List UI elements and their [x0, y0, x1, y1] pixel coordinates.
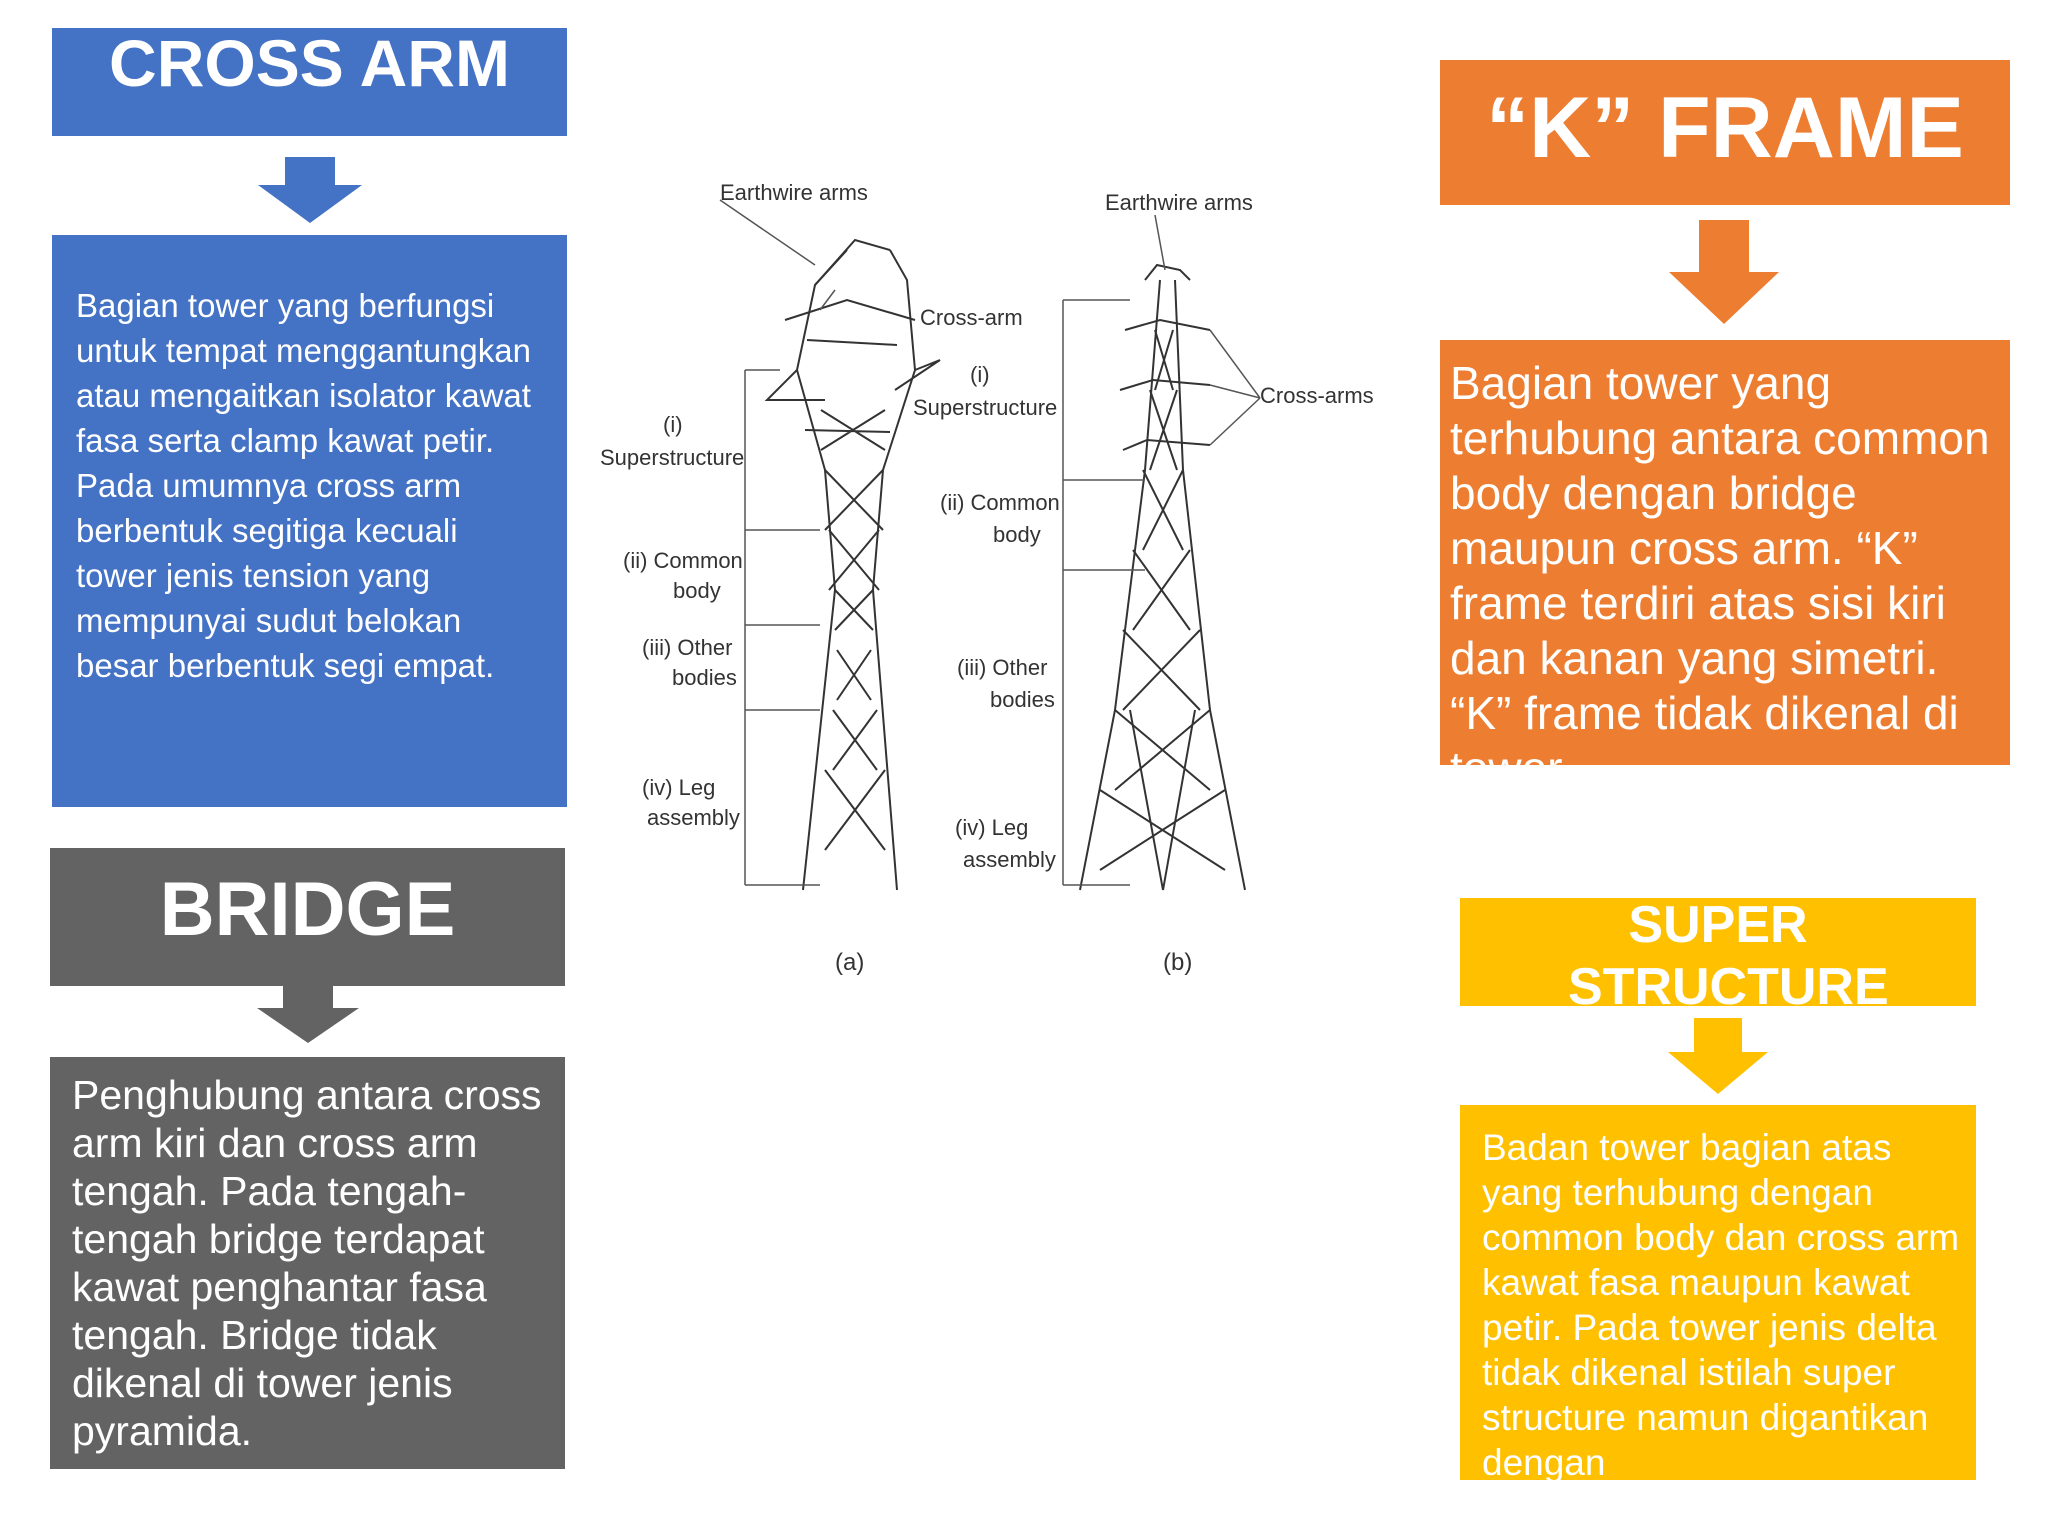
tower-b-leg-label-1: (iv) Leg	[955, 815, 1029, 840]
tower-a	[767, 240, 940, 890]
tower-b-superstructure-num: (i)	[970, 362, 990, 387]
tower-a-superstructure-label: Superstructure	[600, 445, 745, 470]
tower-b-leg-label-2: assembly	[963, 847, 1056, 872]
cross-arm-description: Bagian tower yang berfungsi untuk tempat menggantungkan atau mengaitkan isolator kawat fasa serta clamp kawat petir. Pada umumnya cross arm berbentuk segitiga kecuali tower jenis tension yang mempunyai sudut belokan besar berbentuk segi empat.	[76, 287, 531, 684]
k-frame-title: “K” FRAME	[1486, 80, 1964, 176]
tower-a-superstructure-num: (i)	[663, 412, 683, 437]
tower-b-cross-arms-label: Cross-arms	[1260, 383, 1374, 408]
tower-a-common-body-label-1: (ii) Common	[623, 548, 743, 573]
cross-arm-title-box	[52, 28, 567, 136]
tower-a-caption: (a)	[835, 949, 865, 976]
tower-b-other-bodies-label-1: (iii) Other	[957, 655, 1048, 680]
tower-b-other-bodies-label-2: bodies	[990, 687, 1055, 712]
tower-a-leg-label-2: assembly	[647, 805, 740, 830]
tower-b	[1080, 265, 1245, 890]
cross-arm-description-box	[52, 235, 567, 807]
bridge-description: Penghubung antara cross arm kiri dan cross arm tengah. Pada tengah-tengah bridge terdapat kawat penghantar fasa tengah. Bridge tidak dikenal di tower jenis pyramida.	[72, 1072, 542, 1454]
k-frame-down-arrow	[1669, 220, 1779, 324]
super-structure-title: SUPER STRUCTURE	[1568, 896, 1889, 1016]
transmission-tower-figure	[585, 170, 1385, 990]
super-structure-description: Badan tower bagian atas yang terhubung dengan common body dan cross arm kawat fasa maupun kawat petir. Pada tower jenis delta tidak dikenal istilah super structure namun digantikan dengan	[1482, 1127, 1960, 1483]
super-structure-down-arrow	[1668, 1018, 1768, 1094]
tower-a-common-body-label-2: body	[673, 578, 721, 603]
tower-b-caption: (b)	[1163, 949, 1193, 976]
super-structure-description-box	[1460, 1105, 1976, 1483]
bridge-description-box	[50, 1057, 565, 1469]
k-frame-title-box	[1440, 60, 2010, 205]
tower-a-leg-label-1: (iv) Leg	[642, 775, 716, 800]
bridge-title-box	[50, 848, 565, 986]
tower-a-other-bodies-label-1: (iii) Other	[642, 635, 733, 660]
tower-b-common-body-label-1: (ii) Common	[940, 490, 1060, 515]
tower-a-earthwire-label: Earthwire arms	[720, 180, 868, 205]
tower-a-labels	[720, 200, 835, 885]
tower-a-other-bodies-label-2: bodies	[672, 665, 737, 690]
cross-arm-down-arrow	[258, 157, 362, 223]
tower-b-labels	[1063, 215, 1260, 885]
tower-b-earthwire-label: Earthwire arms	[1105, 190, 1253, 215]
super-structure-title-box	[1460, 896, 1976, 1016]
tower-b-common-body-label-2: body	[993, 522, 1041, 547]
tower-b-superstructure-label: Superstructure	[913, 395, 1058, 420]
k-frame-description: Bagian tower yang terhubung antara common body dengan bridge maupun cross arm. “K” frame terdiri atas sisi kiri dan kanan yang simetri. “K” frame tidak dikenal di tower	[1450, 357, 1990, 794]
k-frame-description-box	[1440, 340, 2010, 794]
bridge-down-arrow	[257, 986, 359, 1043]
tower-a-cross-arm-label: Cross-arm	[920, 305, 1023, 330]
bridge-title: BRIDGE	[159, 866, 456, 952]
cross-arm-title: CROSS ARM	[109, 26, 510, 101]
